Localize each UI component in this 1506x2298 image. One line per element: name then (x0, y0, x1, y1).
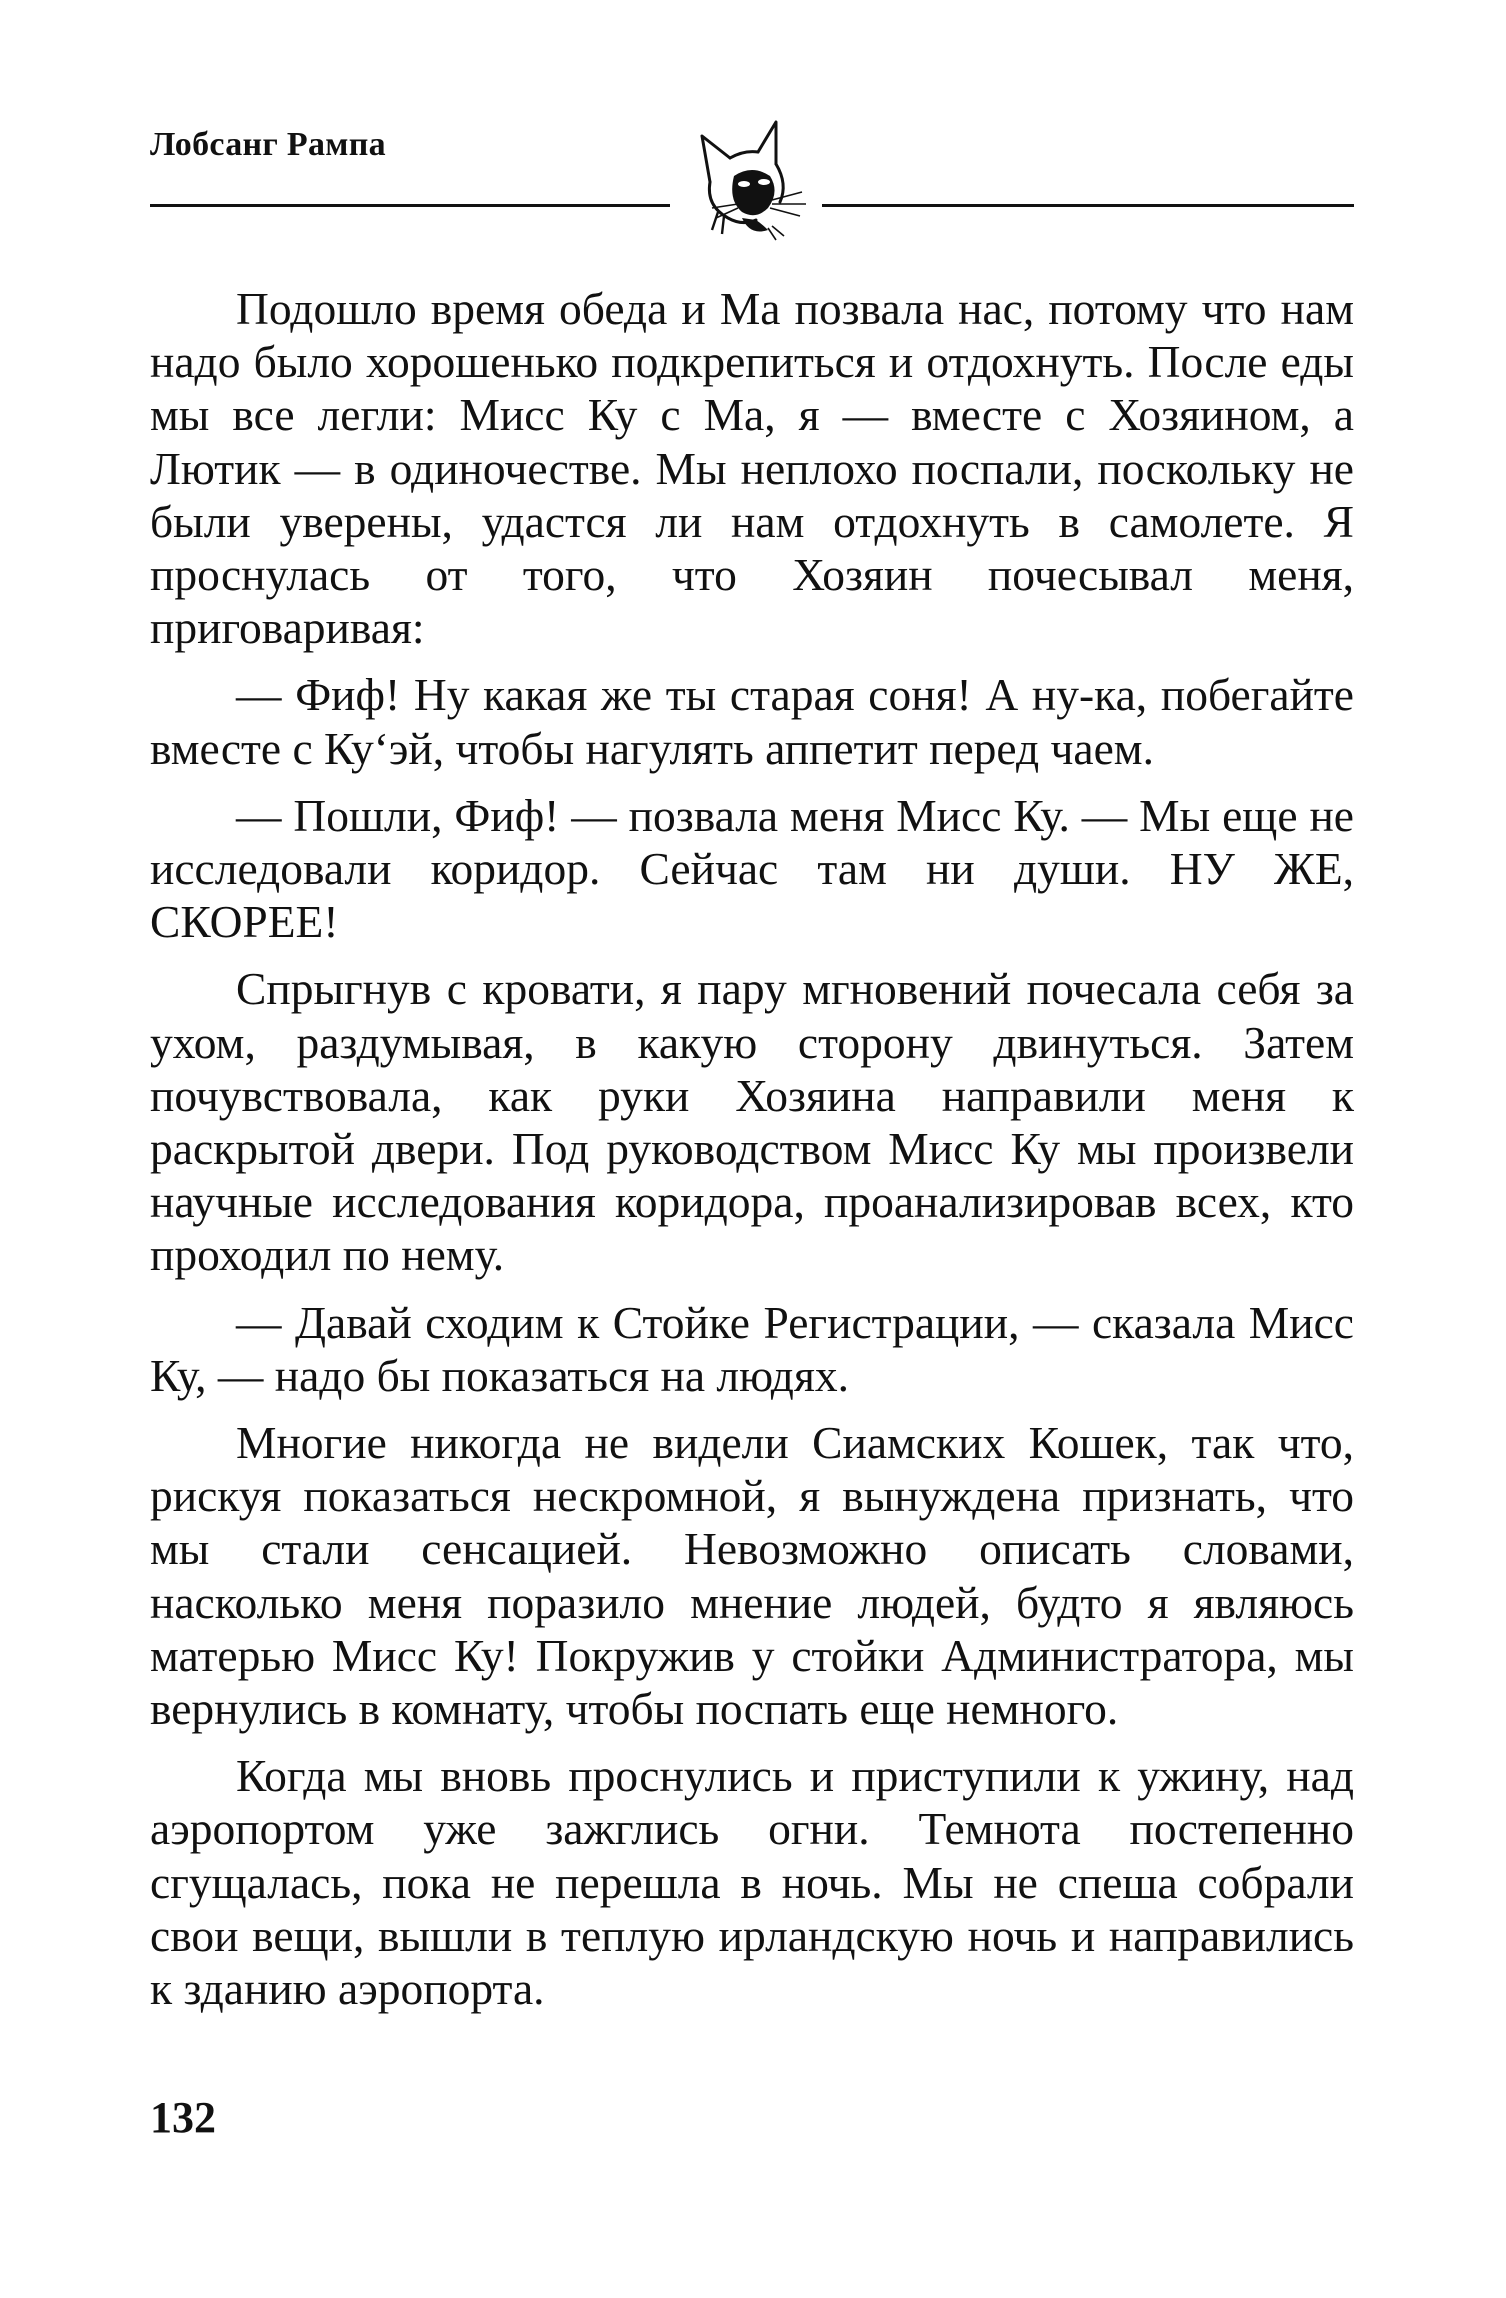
chapter-text (150, 282, 1354, 2029)
header-rule-right (822, 204, 1354, 207)
header-rule-left (150, 204, 670, 207)
siamese-cat-head-icon (672, 112, 822, 242)
running-title: Лобсанг Рампа (150, 126, 386, 163)
paragraph: — Давай сходим к Стойке Регистрации, — сказала Мисс Ку, — надо бы показаться на людях. (150, 1296, 1354, 1401)
paragraph: Спрыгнув с кровати, я пару мгновений почесала себя за ухом, раздумывая, в какую сторону двинуться. Затем почувствовала, как руки Хозяина направили меня к раскрытой двери. Под руководством Мисс Ку мы произвели научные исследования коридора, проанализировав всех, кто проходил по нему. (150, 963, 1354, 1281)
paragraph: Когда мы вновь проснулись и приступили к ужину, над аэропортом уже зажглись огни. Темнота постепенно сгущалась, пока не перешла в ночь. Мы не спеша собрали свои вещи, вышли в теплую ирландскую ночь и направились к зданию аэропорта. (150, 1750, 1354, 2015)
paragraph: — Пошли, Фиф! — позвала меня Мисс Ку. — Мы еще не исследовали коридор. Сейчас там ни души. НУ ЖЕ, СКОРЕЕ! (150, 789, 1354, 948)
page-number: 132 (150, 2093, 216, 2142)
paragraph: — Фиф! Ну какая же ты старая соня! А ну-ка, побегайте вместе с Ку‘эй, чтобы нагулять аппетит перед чаем. (150, 669, 1354, 774)
paragraph: Подошло время обеда и Ма позвала нас, потому что нам надо было хорошенько подкрепиться и отдохнуть. После еды мы все легли: Мисс Ку с Ма, я — вместе с Хозяином, а Лютик — в одиночестве. Мы неплохо поспали, поскольку не были уверены, удастся ли нам отдохнуть в самолете. Я проснулась от того, что Хозяин почесывал меня, приговаривая: (150, 283, 1354, 654)
paragraph: Многие никогда не видели Сиамских Кошек, так что, рискуя показаться нескромной, я вынуждена признать, что мы стали сенсацией. Невозможно описать словами, насколько меня поразило мнение людей, будто я являюсь матерью Мисс Ку! Покружив у стойки Администратора, мы вернулись в комнату, чтобы поспать еще немного. (150, 1417, 1354, 1735)
